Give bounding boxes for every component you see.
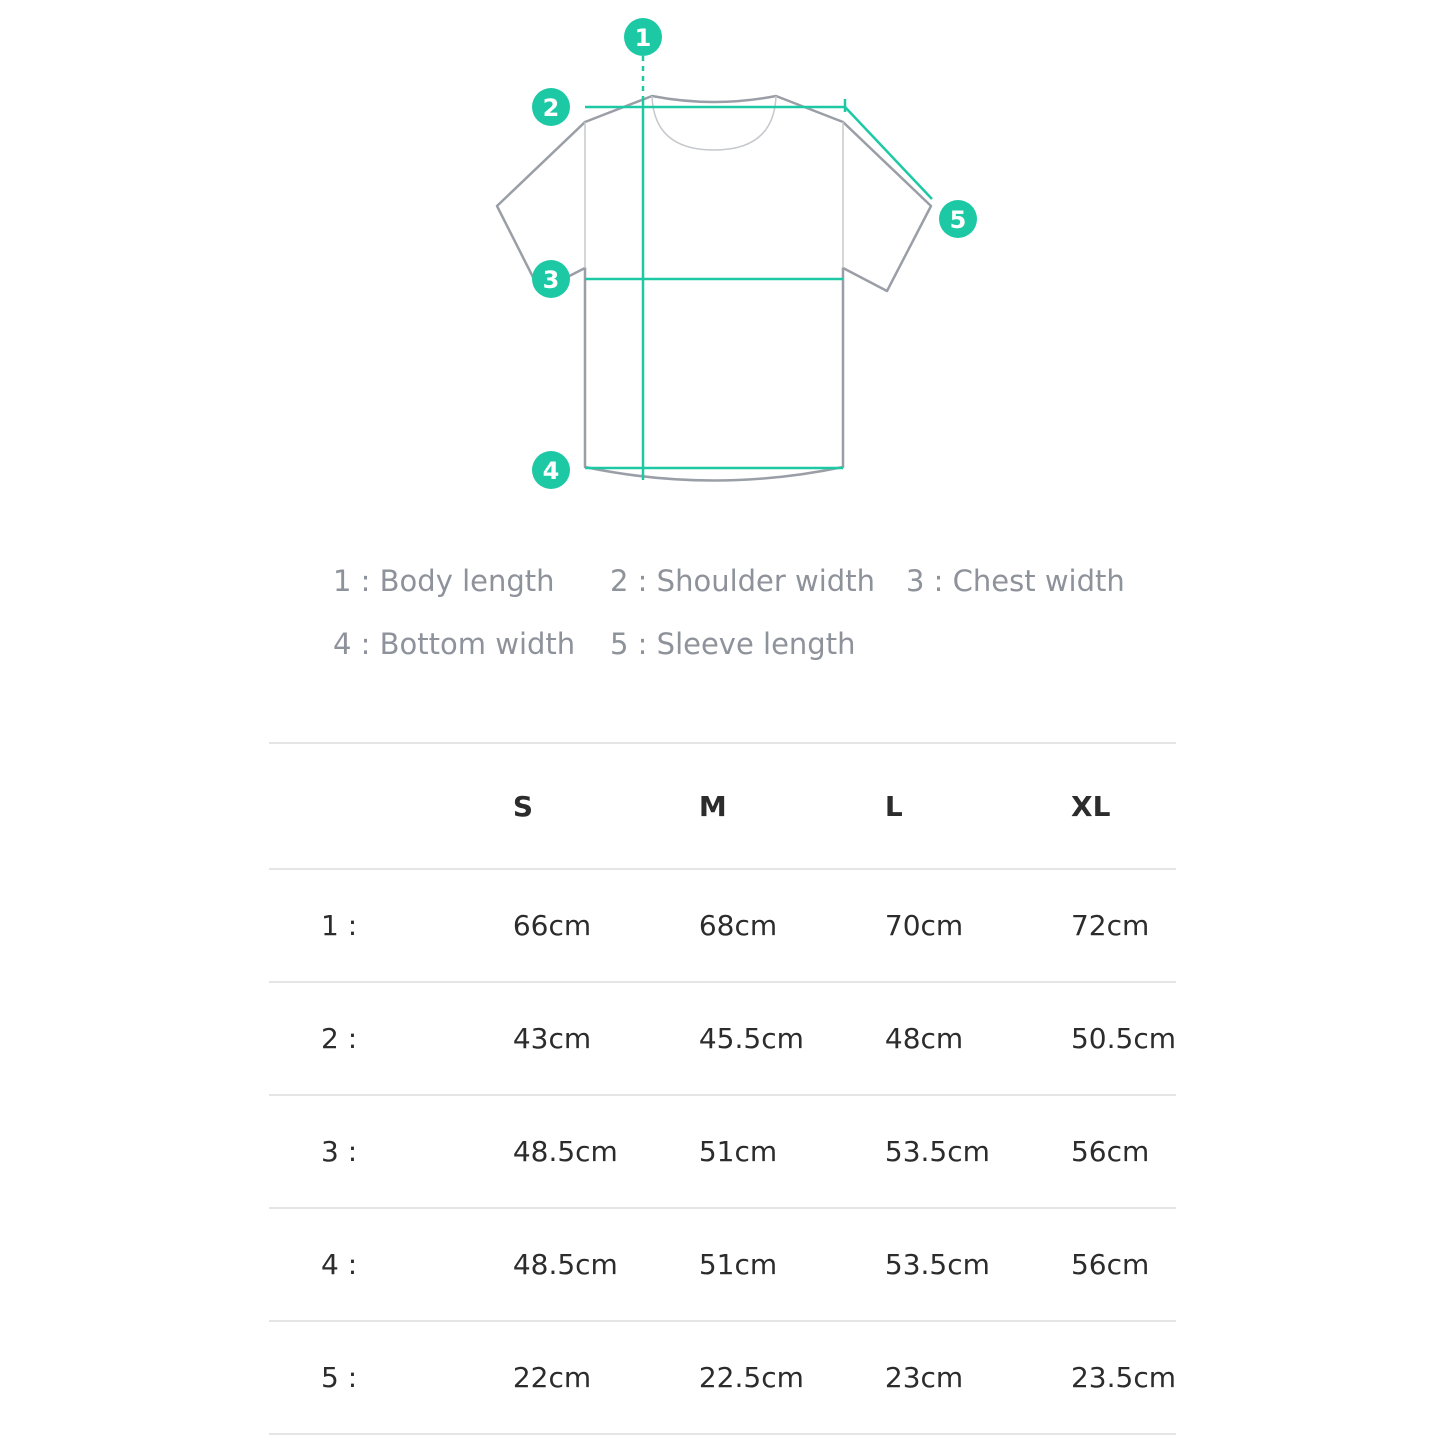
header-empty — [269, 743, 513, 869]
legend-shoulder-width: 2 : Shoulder width — [610, 564, 875, 598]
header-size-s: S — [512, 789, 533, 823]
table-cell: 56cm — [1070, 1135, 1150, 1168]
table-row — [269, 1095, 1176, 1208]
table-cell: 23.5cm — [1070, 1361, 1176, 1394]
marker-5-label: 5 — [949, 206, 967, 234]
tshirt-measurement-diagram — [0, 0, 1445, 520]
table-cell: 56cm — [1070, 1248, 1150, 1281]
row-label: 1 : — [321, 909, 358, 942]
marker-4 — [532, 451, 570, 489]
table-header-row — [269, 743, 1176, 869]
header-size-l: L — [884, 789, 903, 823]
marker-5 — [939, 200, 977, 238]
table-cell: 53.5cm — [884, 1135, 990, 1168]
legend-body-length: 1 : Body length — [333, 564, 555, 598]
marker-3-label: 3 — [542, 266, 560, 294]
header-size-m: M — [698, 789, 727, 823]
legend-sleeve-length: 5 : Sleeve length — [610, 627, 856, 661]
table-cell: 23cm — [884, 1361, 964, 1394]
row-label: 4 : — [321, 1248, 358, 1281]
table-cell: 68cm — [698, 909, 778, 942]
row-label: 5 : — [321, 1361, 358, 1394]
table-cell: 72cm — [1070, 909, 1150, 942]
table-row — [269, 1208, 1176, 1321]
header-size-xl: XL — [1070, 789, 1111, 823]
table-row — [269, 982, 1176, 1095]
table-cell: 66cm — [512, 909, 592, 942]
table-cell: 53.5cm — [884, 1248, 990, 1281]
marker-4-label: 4 — [542, 457, 560, 485]
table-cell: 50.5cm — [1070, 1022, 1176, 1055]
size-chart-table — [269, 742, 1176, 1435]
table-cell: 48cm — [884, 1022, 964, 1055]
table-cell: 43cm — [512, 1022, 592, 1055]
table-cell: 48.5cm — [512, 1248, 618, 1281]
table-cell: 22cm — [512, 1361, 592, 1394]
marker-1 — [624, 18, 662, 56]
table-row — [269, 1321, 1176, 1434]
marker-2 — [532, 88, 570, 126]
table-cell: 51cm — [698, 1248, 778, 1281]
marker-2-label: 2 — [542, 94, 560, 122]
table-cell: 22.5cm — [698, 1361, 804, 1394]
table-row — [269, 869, 1176, 982]
legend-bottom-width: 4 : Bottom width — [333, 627, 576, 661]
sleeve-length-line — [845, 107, 932, 199]
measurement-lines — [585, 56, 932, 480]
row-label: 2 : — [321, 1022, 358, 1055]
table-cell: 48.5cm — [512, 1135, 618, 1168]
row-label: 3 : — [321, 1135, 358, 1168]
marker-3 — [532, 260, 570, 298]
legend-chest-width: 3 : Chest width — [906, 564, 1125, 598]
table-cell: 51cm — [698, 1135, 778, 1168]
table-cell: 70cm — [884, 909, 964, 942]
table-cell: 45.5cm — [698, 1022, 804, 1055]
marker-1-label: 1 — [634, 24, 652, 52]
